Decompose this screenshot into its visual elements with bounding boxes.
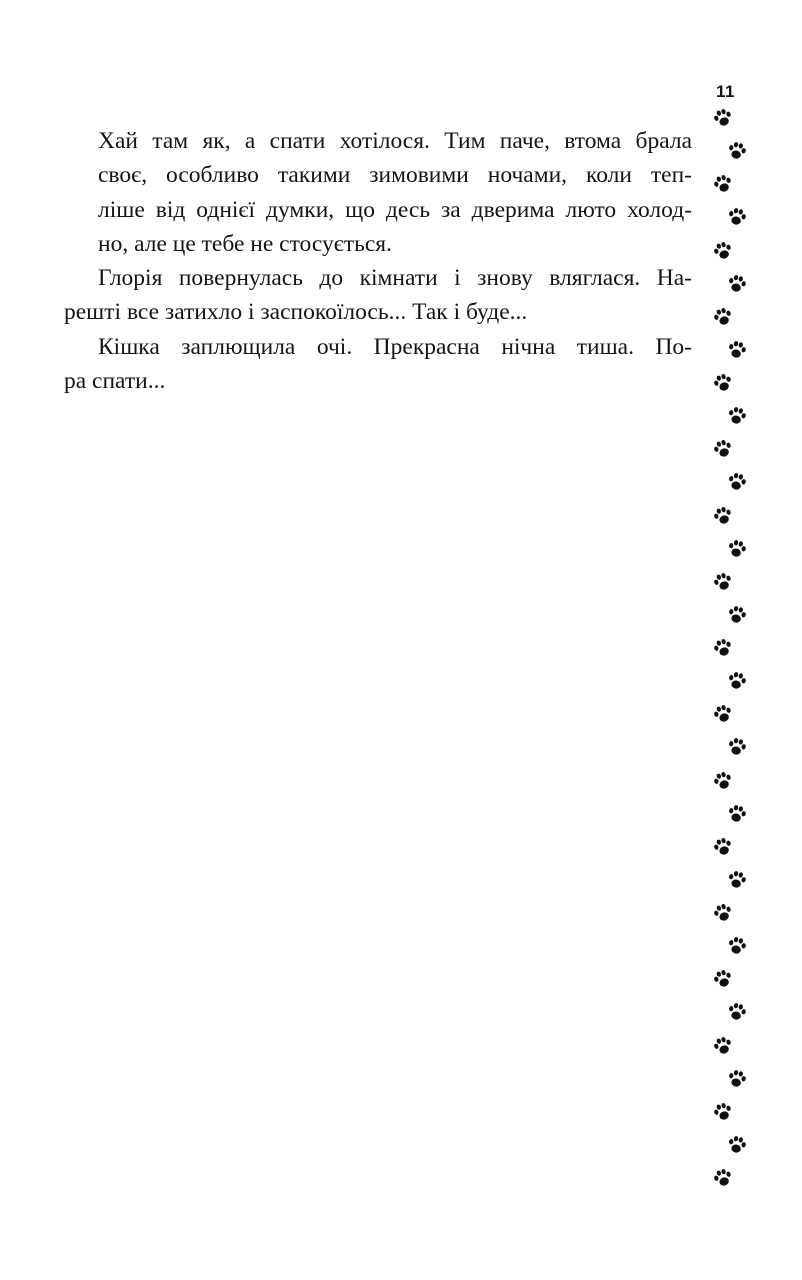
paw-print-icon [724, 204, 751, 231]
paw-print-icon [724, 1065, 751, 1092]
paw-print-icon [709, 1098, 737, 1126]
text-line: ра спати... [64, 368, 166, 395]
paw-print-icon [709, 833, 737, 861]
paw-print-icon [709, 1032, 737, 1060]
paw-print-icon [709, 634, 737, 662]
text-line: Кішка заплющила очі. Прекрасна нічна тиша. По- [98, 333, 692, 360]
text-line: но, але це тебе не стосується. [98, 230, 392, 257]
paw-print-icon [724, 668, 751, 695]
paw-print-icon [709, 965, 737, 993]
paw-print-icon [724, 867, 751, 894]
paw-print-icon [724, 734, 751, 761]
paw-print-icon [709, 303, 737, 331]
text-line: Хай там як, а спати хотілося. Тим паче, втома брала [98, 128, 692, 154]
paw-print-icon [709, 1164, 737, 1192]
paw-print-icon [724, 337, 751, 364]
body-text [64, 124, 692, 398]
paw-print-icon [709, 369, 737, 397]
paw-print-icon [724, 270, 751, 297]
paw-print-icon [709, 502, 737, 530]
paw-print-icon [709, 899, 737, 927]
text-line: Глорія повернулась до кімнати і знову вляглася. На- [98, 265, 692, 292]
paw-print-icon [709, 237, 737, 265]
paw-print-icon [724, 138, 751, 165]
paw-print-icon [724, 800, 751, 827]
paw-print-icon [709, 767, 737, 795]
paw-print-icon [709, 170, 737, 198]
page-number: 11 [716, 82, 735, 101]
paw-print-icon [724, 602, 751, 629]
paw-print-icon [724, 535, 751, 562]
text-line: решті все затихло і заспокоїлось... Так і буде... [64, 299, 528, 326]
paw-print-icon [724, 469, 751, 496]
paw-print-icon [709, 435, 737, 463]
text-line: своє, особливо такими зимовими ночами, коли теп- [98, 162, 692, 189]
paw-print-icon [709, 700, 737, 728]
text-line: ліше від однієї думки, що десь за дверима люто холод- [98, 196, 692, 223]
paw-print-icon [724, 403, 751, 430]
paw-print-icon [724, 1132, 751, 1159]
paw-print-icon [709, 568, 737, 596]
paw-print-icon [709, 104, 737, 132]
paw-print-icon [724, 933, 751, 960]
paw-print-icon [724, 999, 751, 1026]
